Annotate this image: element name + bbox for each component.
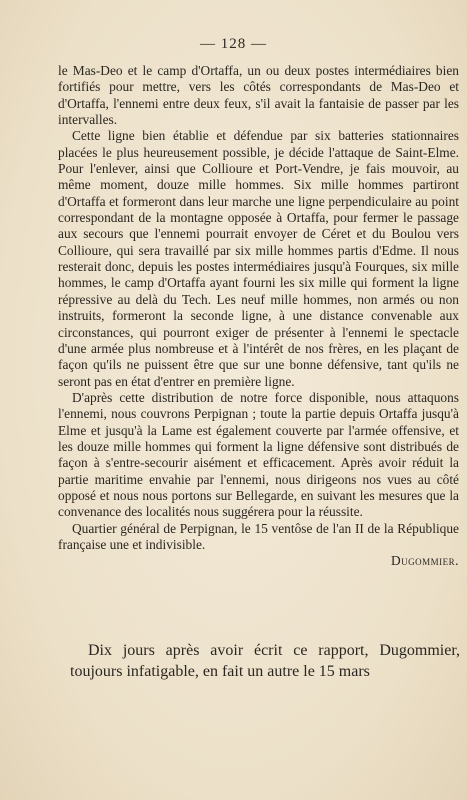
report-paragraph: le Mas-Deo et le camp d'Ortaffa, un ou deux postes intermédiaires bien fortifiés pour mettre, vers les côtés correspondants de Mas-Deo et d'Ortaffa, l'ennemi entre deux feux, s'il avait la fantaisie de passer par les intervalles. <box>58 63 459 128</box>
report-paragraph: Quartier général de Perpignan, le 15 ventôse de l'an II de la République française une et indivisible. <box>58 520 459 552</box>
page-number: — 128 — <box>200 36 267 52</box>
signature: Dugommier. <box>390 553 459 569</box>
report-paragraph: D'après cette distribution de notre force disponible, nous attaquons l'ennemi, nous couvrons Perpignan ; toute la partie depuis Ortaffa jusqu'à Elme et jusqu'à la Lame est également couverte par l'armée offensive, et les douze mille hommes qui forment la ligne défensive sont distribués de façon à s'entre-secourir aisément et efficacement. Après avoir réduit la partie maritime envahie par l'ennemi, nous dirigeons nos vues au côté opposé et nous nous portons sur Bellegarde, en suivant les mesures que la convenance des localités nous suggérera pour la réussite. <box>58 389 459 520</box>
narrative-text <box>70 640 460 682</box>
report-text <box>58 63 459 570</box>
narrative-paragraph: Dix jours après avoir écrit ce rapport, Dugommier, toujours infatigable, en fait un autre le 15 mars <box>70 642 460 680</box>
report-paragraph: Cette ligne bien établie et défendue par six batteries stationnaires placées le plus heureusement possible, je décide l'attaque de Saint-Elme. Pour l'enlever, ainsi que Collioure et Port-Vendre, je fais mouvoir, au même moment, douze mille hommes. Six mille hommes partiront d'Ortaffa et formeront dans leur marche une ligne perpendiculaire au point correspondant de la montagne opposée à Ortaffa, pour fermer le passage aux secours que l'ennemi pourrait envoyer de Céret et du Boulou vers Collioure, qui sera travaillé par six mille hommes partis d'Edme. Il nous resterait donc, depuis les postes intermédiaires jusqu'à Fourques, six mille hommes, le camp d'Ortaffa ayant fourni les six mille qui forment la ligne répressive au delà du Tech. Les neuf mille hommes, non armés ou non instruits, formeront la seconde ligne, à une distance convenable aux circonstances, qui pourront exiger de présenter à l'ennemi le spectacle d'une armée plus nombreuse et à l'intérêt de nos frères, en les plaçant de façon qu'ils ne puissent être que sur une bonne défensive, tant qu'ils ne seront pas en état d'entrer en première ligne. <box>58 128 459 389</box>
